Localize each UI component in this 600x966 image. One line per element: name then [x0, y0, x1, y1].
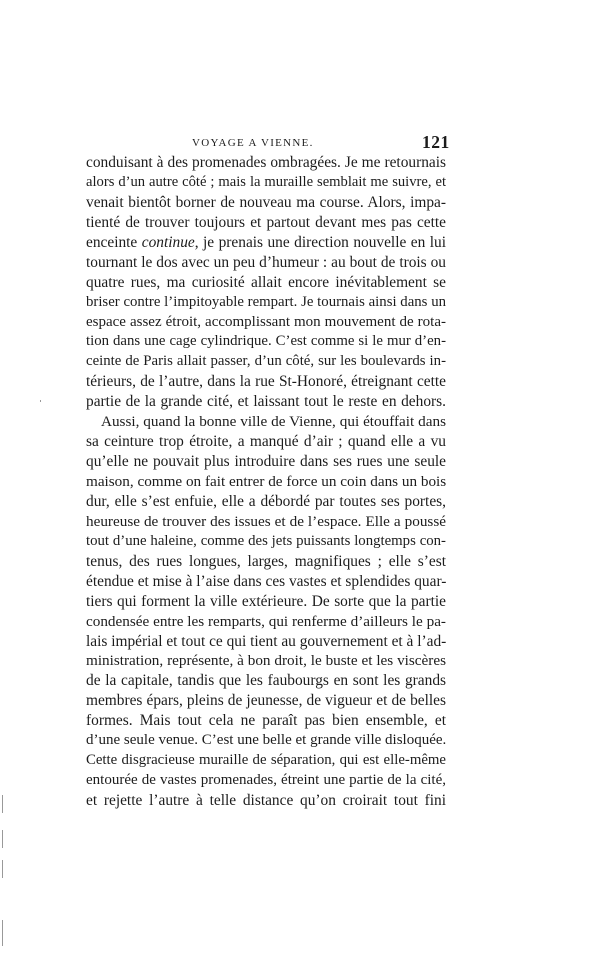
margin-mark: [40, 400, 41, 402]
text-line: alors d’un autre côté ; mais la muraille semblait me suivre, et: [86, 173, 446, 190]
text-line: heureuse de trouver des issues et de l’espace. Elle a poussé: [86, 512, 446, 530]
text-line: sa ceinture trop étroite, a manqué d’air ; quand elle a vu: [86, 433, 446, 451]
text-line: briser contre l’impitoyable rempart. Je tournais ainsi dans un: [86, 293, 446, 310]
text-line: espace assez étroit, accomplissant mon mouvement de rota-: [86, 313, 446, 330]
text-line: Aussi, quand la bonne ville de Vienne, qui étouffait dans: [101, 413, 446, 431]
text-line: conduisant à des promenades ombragées. Je me retournais: [86, 154, 446, 171]
text-line: tenus, des rues longues, larges, magnifiques ; elle s’est: [86, 552, 446, 570]
text-line: quatre rues, ma curiosité allait encore inévitablement se: [86, 273, 446, 291]
text-line: enceinte continue, je prenais une direction nouvelle en lui: [86, 233, 446, 251]
page-number: 121: [422, 132, 450, 152]
text-line: et rejette l’autre à telle distance qu’on croirait tout fini: [86, 792, 446, 809]
text-line: membres épars, pleins de jeunesse, de vigueur et de belles: [86, 692, 446, 710]
margin-mark: [2, 830, 3, 848]
text-line: étendue et mise à l’aise dans ces vastes et splendides quar-: [86, 572, 447, 590]
text-line: tout d’une haleine, comme des jets puissants longtemps con-: [86, 532, 446, 549]
text-line: tiers qui forment la ville extérieure. De sorte que la partie: [86, 592, 446, 610]
text-line: lais impérial et tout ce qui tient au gouvernement et à l’ad-: [86, 632, 447, 650]
text-line: tienté de trouver toujours et partout devant mes pas cette: [86, 213, 446, 231]
text-line: térieurs, de l’autre, dans la rue St-Honoré, étreignant cette: [86, 373, 446, 391]
margin-mark: [2, 795, 3, 813]
text-line: entourée de vastes promenades, étreint une partie de la cité,: [86, 772, 446, 789]
text-line: tournant le dos avec un peu d’humeur : au bout de trois ou: [86, 253, 446, 271]
text-line: Cette disgracieuse muraille de séparation, qui est elle-même: [86, 752, 446, 769]
emphasis: continue: [141, 233, 195, 251]
text-line: d’une seule venue. C’est une belle et grande ville disloquée.: [86, 732, 447, 749]
margin-mark: [2, 860, 3, 878]
text-line: ceinte de Paris allait passer, d’un côté, sur les boulevards in-: [86, 353, 446, 370]
text-line: formes. Mais tout cela ne paraît pas bien ensemble, et: [86, 712, 446, 730]
running-title: VOYAGE A VIENNE.: [192, 137, 314, 149]
text-line: venait bientôt borner de nouveau ma course. Alors, impa-: [86, 193, 446, 211]
text-line: dur, elle s’est enfuie, elle a débordé par toutes ses portes,: [86, 492, 446, 510]
text-line: de la capitale, tandis que les faubourgs en sont les grands: [86, 672, 446, 690]
text-line: partie de la grande cité, et laissant tout le reste en dehors.: [86, 393, 446, 411]
text-line: maison, comme on fait entrer de force un coin dans un bois: [86, 473, 447, 490]
margin-mark: [2, 920, 3, 946]
text-line: condensée entre les remparts, qui renferme d’ailleurs le pa-: [86, 612, 446, 630]
text-line: ministration, représente, à bon droit, le buste et les viscères: [86, 652, 446, 670]
text-line: tion dans une cage cylindrique. C’est comme si le mur d’en-: [86, 333, 446, 350]
text-line: qu’elle ne pouvait plus introduire dans ses rues une seule: [86, 453, 446, 471]
body-text: [86, 153, 446, 811]
